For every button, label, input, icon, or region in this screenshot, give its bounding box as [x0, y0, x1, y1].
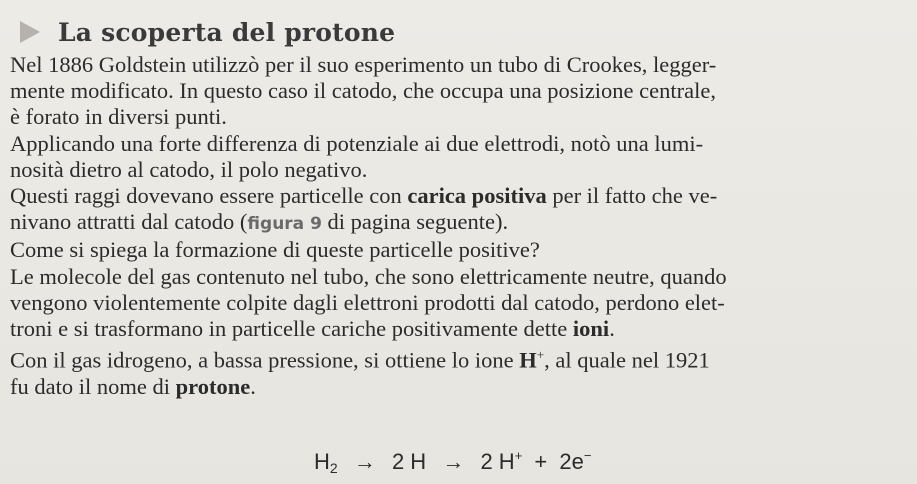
bold-term: protone [175, 373, 251, 399]
electron-charge: − [583, 448, 592, 463]
proton-charge: + [514, 448, 523, 463]
play-triangle-icon [20, 21, 40, 43]
bold-term: ioni [572, 316, 610, 342]
electron-term: 2e [559, 449, 584, 474]
h2-subscript: 2 [329, 460, 338, 476]
text-line: vengono violentemente colpite dagli elettroni prodotti dal catodo, perdono elet- [10, 289, 725, 315]
text-span: Questi raggi dovevano essere particelle con [10, 183, 408, 209]
bold-term: carica positiva [407, 183, 547, 209]
text-line [10, 316, 897, 342]
arrow-icon: → [442, 449, 465, 474]
plus-sign: + [534, 449, 548, 474]
chemical-equation [314, 448, 591, 476]
ion-symbol: H [519, 347, 537, 373]
text-span: nivano attratti dal catodo ( [10, 209, 248, 235]
ion-charge: + [536, 347, 545, 363]
text-line: nosità dietro al catodo, il polo negativo. [10, 156, 368, 182]
h2-symbol: H [314, 449, 330, 474]
text-span: . [609, 316, 615, 342]
text-line: mente modificato. In questo caso il catodo, che occupa una posizione centrale, [10, 78, 716, 104]
text-line [10, 374, 897, 400]
proton-term: 2 H [480, 449, 515, 474]
section-title: La scoperta del protone [58, 17, 396, 47]
text-line: Nel 1886 Goldstein utilizzò per il suo esperimento un tubo di Crookes, legger- [10, 52, 717, 77]
figure-reference: figura 9 [247, 214, 322, 235]
text-span: troni e si trasformano in particelle cariche positivamente dette [10, 316, 573, 342]
text-line [10, 342, 897, 374]
text-span: , al quale nel 1921 [544, 347, 710, 373]
text-span: per il fatto che ve- [546, 183, 718, 209]
text-span: fu dato il nome di [10, 373, 176, 399]
text-span: Con il gas idrogeno, a bassa pressione, si ottiene lo ione [10, 347, 520, 373]
text-line: Applicando una forte differenza di potenziale ai due elettrodi, notò una lumi- [10, 130, 704, 156]
text-line [10, 183, 897, 209]
text-line: Le molecole del gas contenuto nel tubo, che sono elettricamente neutre, quando [10, 263, 727, 289]
text-line: Come si spiega la formazione di queste particelle positive? [10, 237, 540, 263]
body-text [10, 52, 897, 400]
text-span: di pagina seguente). [321, 209, 509, 235]
text-span: . [250, 373, 256, 399]
atomic-hydrogen: 2 H [391, 449, 427, 474]
section-header [10, 14, 897, 50]
arrow-icon: → [353, 449, 376, 474]
text-line [10, 209, 897, 237]
text-line: è forato in diversi punti. [10, 104, 227, 130]
